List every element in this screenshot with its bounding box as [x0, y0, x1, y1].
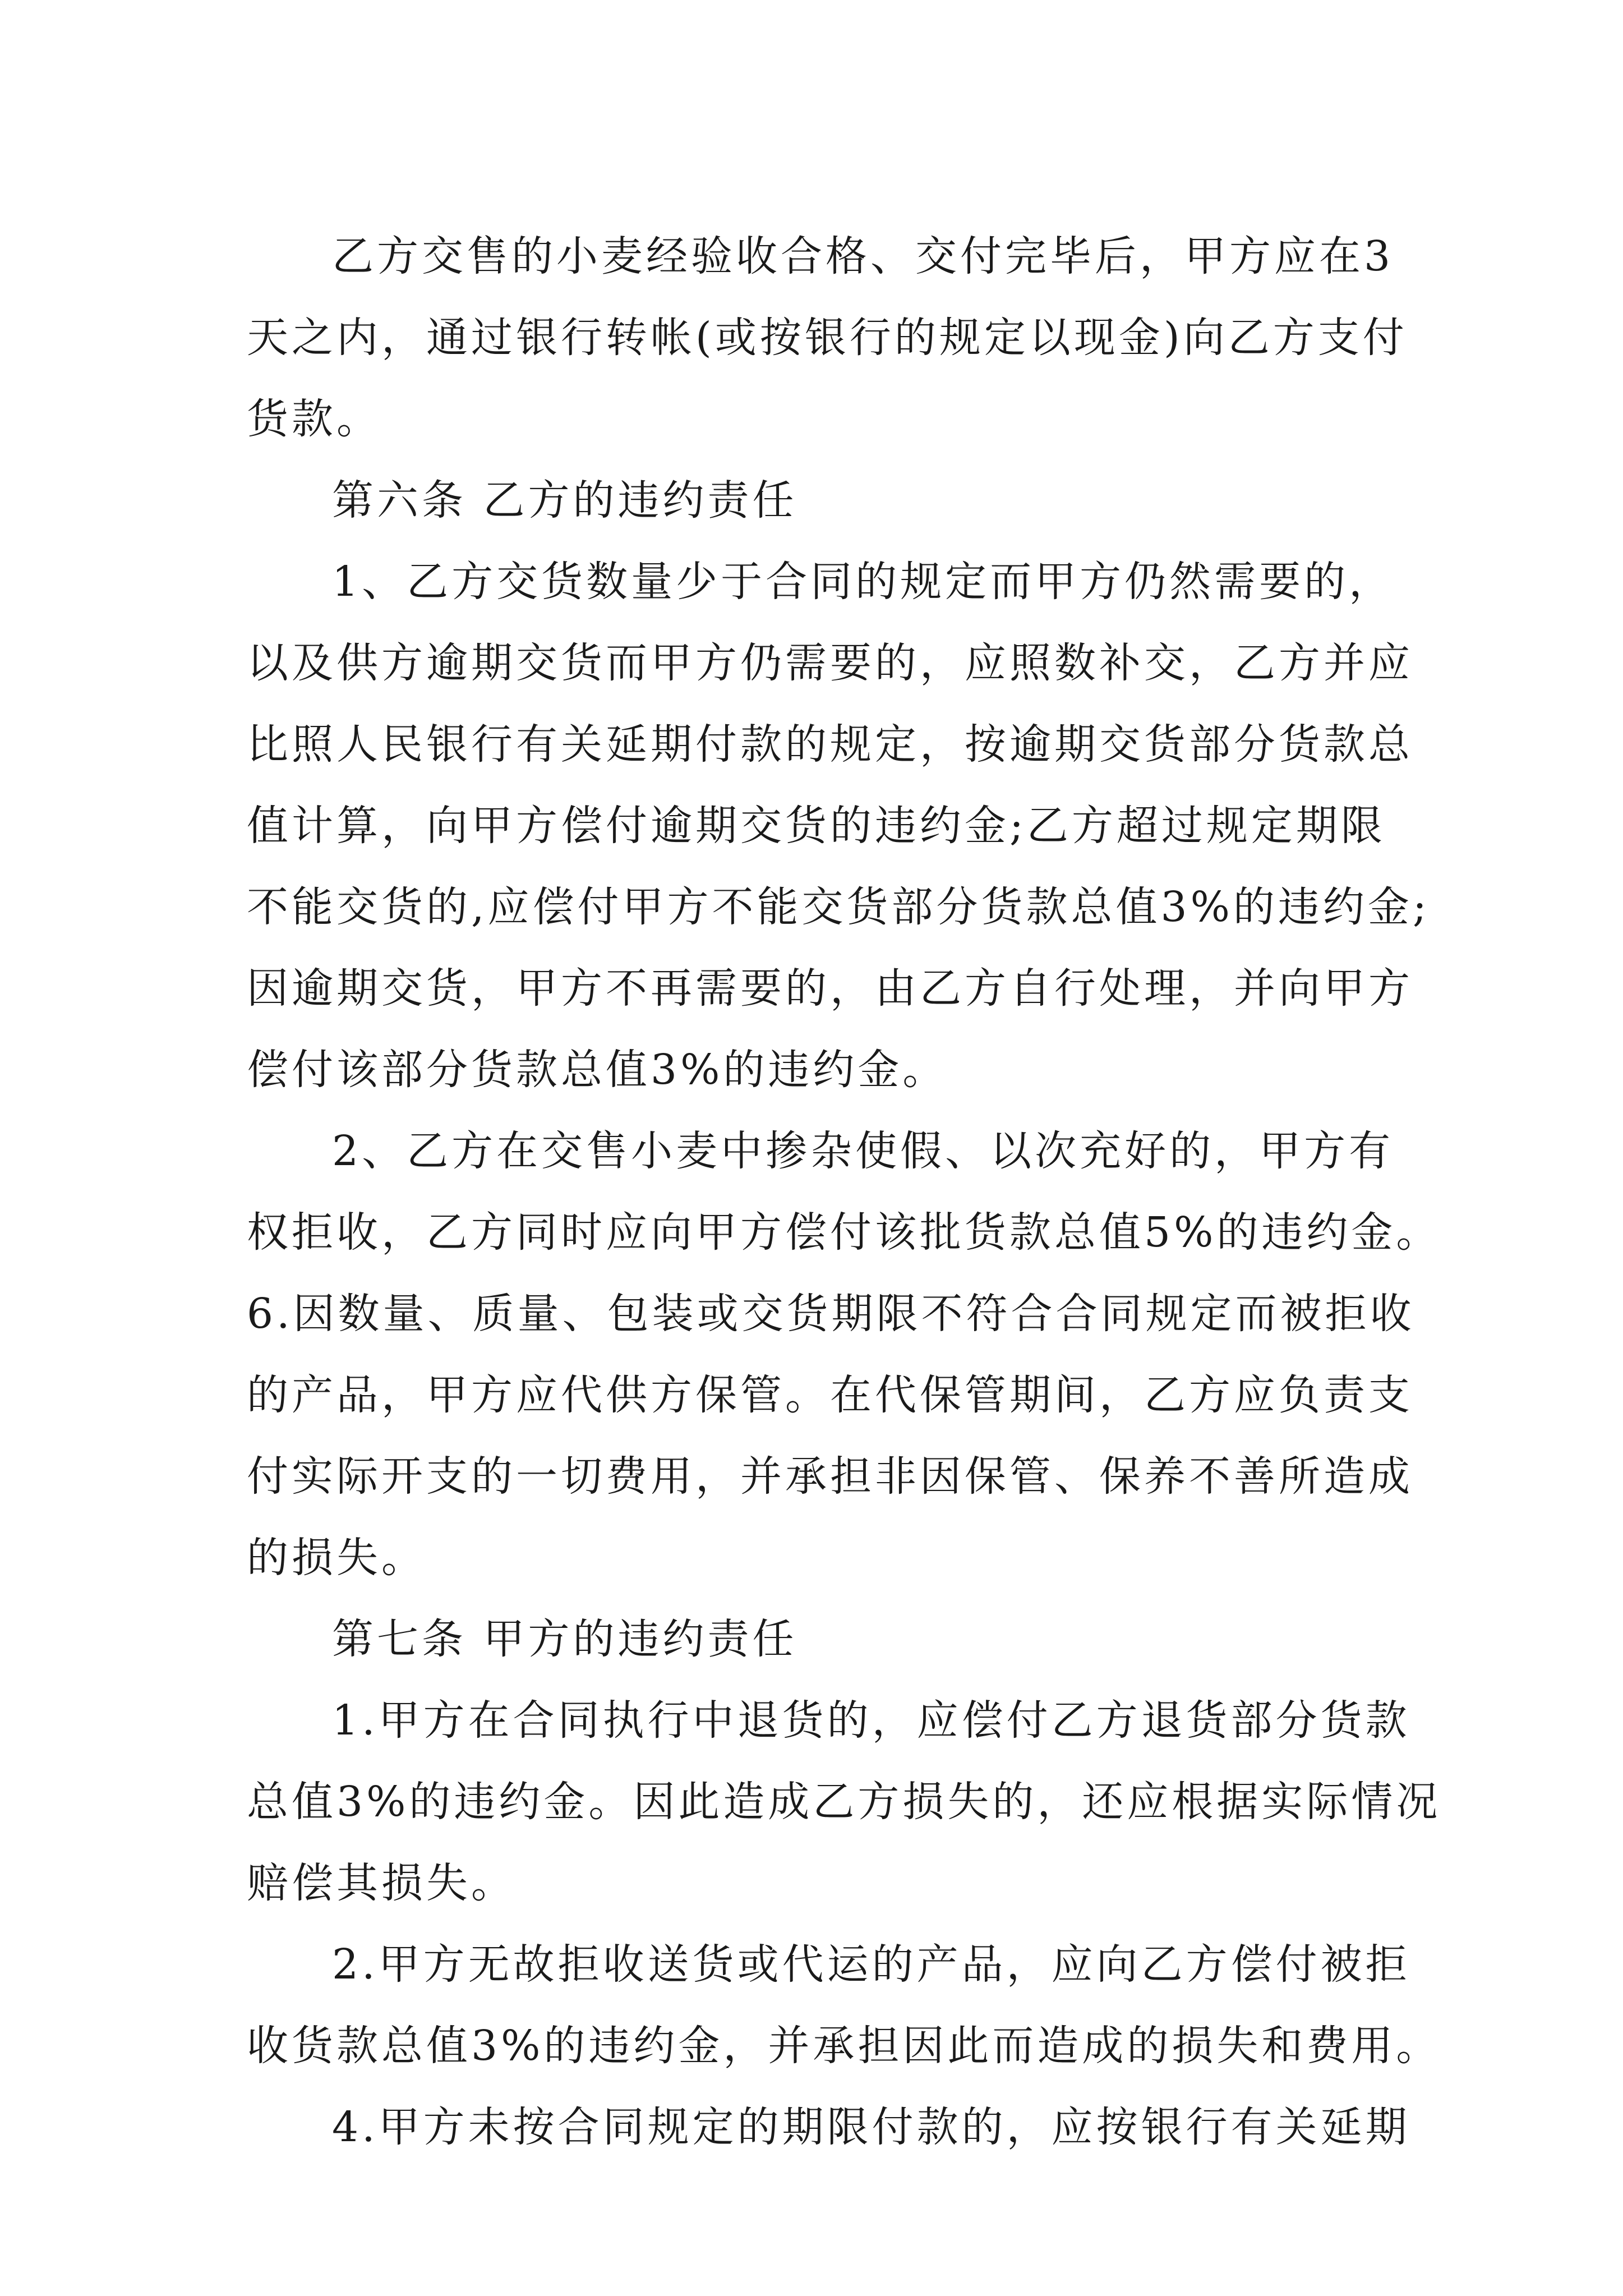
text-line: 4.甲方未按合同规定的期限付款的，应按银行有关延期: [332, 2103, 1410, 2151]
text-line: 不能交货的,应偿付甲方不能交货部分货款总值3%的违约金;: [247, 883, 1430, 931]
text-line: 值计算，向甲方偿付逾期交货的违约金;乙方超过规定期限: [247, 802, 1386, 850]
text-line: 的产品，甲方应代供方保管。在代保管期间，乙方应负责支: [247, 1371, 1413, 1419]
text-line: 乙方交售的小麦经验收合格、交付完毕后，甲方应在3: [332, 232, 1394, 280]
text-line: 以及供方逾期交货而甲方仍需要的，应照数补交，乙方并应: [247, 639, 1413, 687]
text-line: 总值3%的违约金。因此造成乙方损失的，还应根据实际情况: [247, 1778, 1441, 1826]
article-heading: 第七条 甲方的违约责任: [332, 1615, 797, 1663]
document-body: [247, 216, 1441, 2168]
text-line: 权拒收，乙方同时应向甲方偿付该批货款总值5%的违约金。: [247, 1208, 1441, 1257]
text-line: 赔偿其损失。: [247, 1859, 516, 1907]
text-line: 因逾期交货，甲方不再需要的，由乙方自行处理，并向甲方: [247, 964, 1413, 1013]
text-line: 付实际开支的一切费用，并承担非因保管、保养不善所造成: [247, 1452, 1413, 1501]
text-line: 2、乙方在交售小麦中掺杂使假、以次充好的，甲方有: [332, 1127, 1394, 1175]
text-line: 2.甲方无故拒收送货或代运的产品，应向乙方偿付被拒: [332, 1940, 1410, 1989]
text-line: 1、乙方交货数量少于合同的规定而甲方仍然需要的，: [332, 558, 1394, 606]
text-line: 1.甲方在合同执行中退货的，应偿付乙方退货部分货款: [332, 1696, 1410, 1745]
text-line: 6.因数量、质量、包装或交货期限不符合合同规定而被拒收: [247, 1290, 1415, 1338]
article-heading: 第六条 乙方的违约责任: [332, 476, 797, 524]
text-line: 偿付该部分货款总值3%的违约金。: [247, 1046, 948, 1094]
text-line: 货款。: [247, 395, 381, 443]
text-line: 比照人民银行有关延期付款的规定，按逾期交货部分货款总: [247, 720, 1413, 769]
text-line: 天之内，通过银行转帐(或按银行的规定以现金)向乙方支付: [247, 314, 1408, 362]
text-line: 收货款总值3%的违约金，并承担因此而造成的损失和费用。: [247, 2022, 1441, 2070]
text-line: 的损失。: [247, 1534, 426, 1582]
